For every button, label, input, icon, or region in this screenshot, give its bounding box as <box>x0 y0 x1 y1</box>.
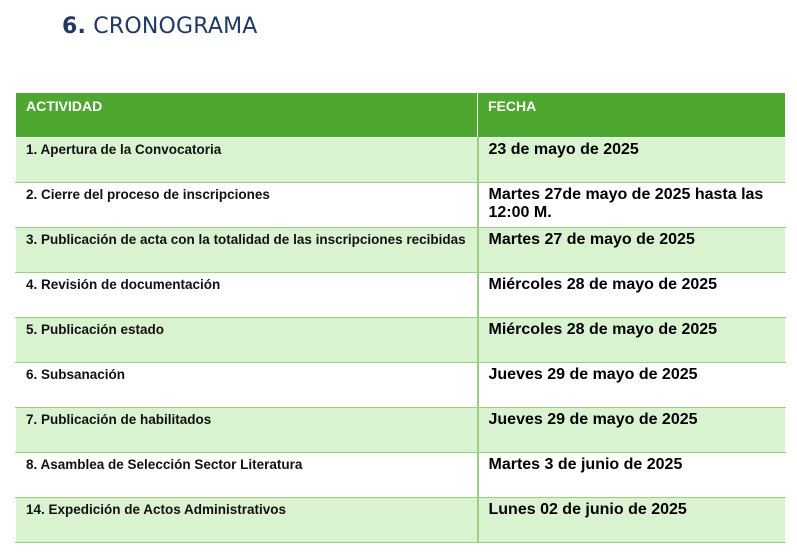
table-row <box>16 363 786 408</box>
date-cell: Martes 27 de mayo de 2025 <box>478 228 786 273</box>
section-number: 6. <box>62 14 87 39</box>
date-cell: 23 de mayo de 2025 <box>478 138 786 183</box>
table-row <box>16 273 786 318</box>
header-activity: ACTIVIDAD <box>16 93 478 138</box>
date-cell: Martes 3 de junio de 2025 <box>478 453 786 498</box>
activity-cell: 1. Apertura de la Convocatoria <box>16 138 478 183</box>
table-header-row <box>16 93 786 138</box>
table-row <box>16 408 786 453</box>
table-row <box>16 138 786 183</box>
activity-cell: 2. Cierre del proceso de inscripciones <box>16 183 478 228</box>
table-row <box>16 498 786 543</box>
activity-cell: 14. Expedición de Actos Administrativos <box>16 498 478 543</box>
table-row <box>16 318 786 363</box>
date-cell: Jueves 29 de mayo de 2025 <box>478 408 786 453</box>
header-date: FECHA <box>478 93 786 138</box>
date-cell: Jueves 29 de mayo de 2025 <box>478 363 786 408</box>
date-cell: Miércoles 28 de mayo de 2025 <box>478 273 786 318</box>
activity-cell: 7. Publicación de habilitados <box>16 408 478 453</box>
date-cell: Martes 27de mayo de 2025 hasta las 12:00 M. <box>478 183 786 228</box>
date-cell: Miércoles 28 de mayo de 2025 <box>478 318 786 363</box>
date-cell: Lunes 02 de junio de 2025 <box>478 498 786 543</box>
activity-cell: 5. Publicación estado <box>16 318 478 363</box>
activity-cell: 6. Subsanación <box>16 363 478 408</box>
section-title: CRONOGRAMA <box>93 14 258 39</box>
table-row <box>16 183 786 228</box>
table-row <box>16 228 786 273</box>
schedule-table <box>15 92 786 543</box>
activity-cell: 8. Asamblea de Selección Sector Literatura <box>16 453 478 498</box>
activity-cell: 3. Publicación de acta con la totalidad de las inscripciones recibidas <box>16 228 478 273</box>
section-heading <box>62 14 258 39</box>
activity-cell: 4. Revisión de documentación <box>16 273 478 318</box>
table-row <box>16 453 786 498</box>
